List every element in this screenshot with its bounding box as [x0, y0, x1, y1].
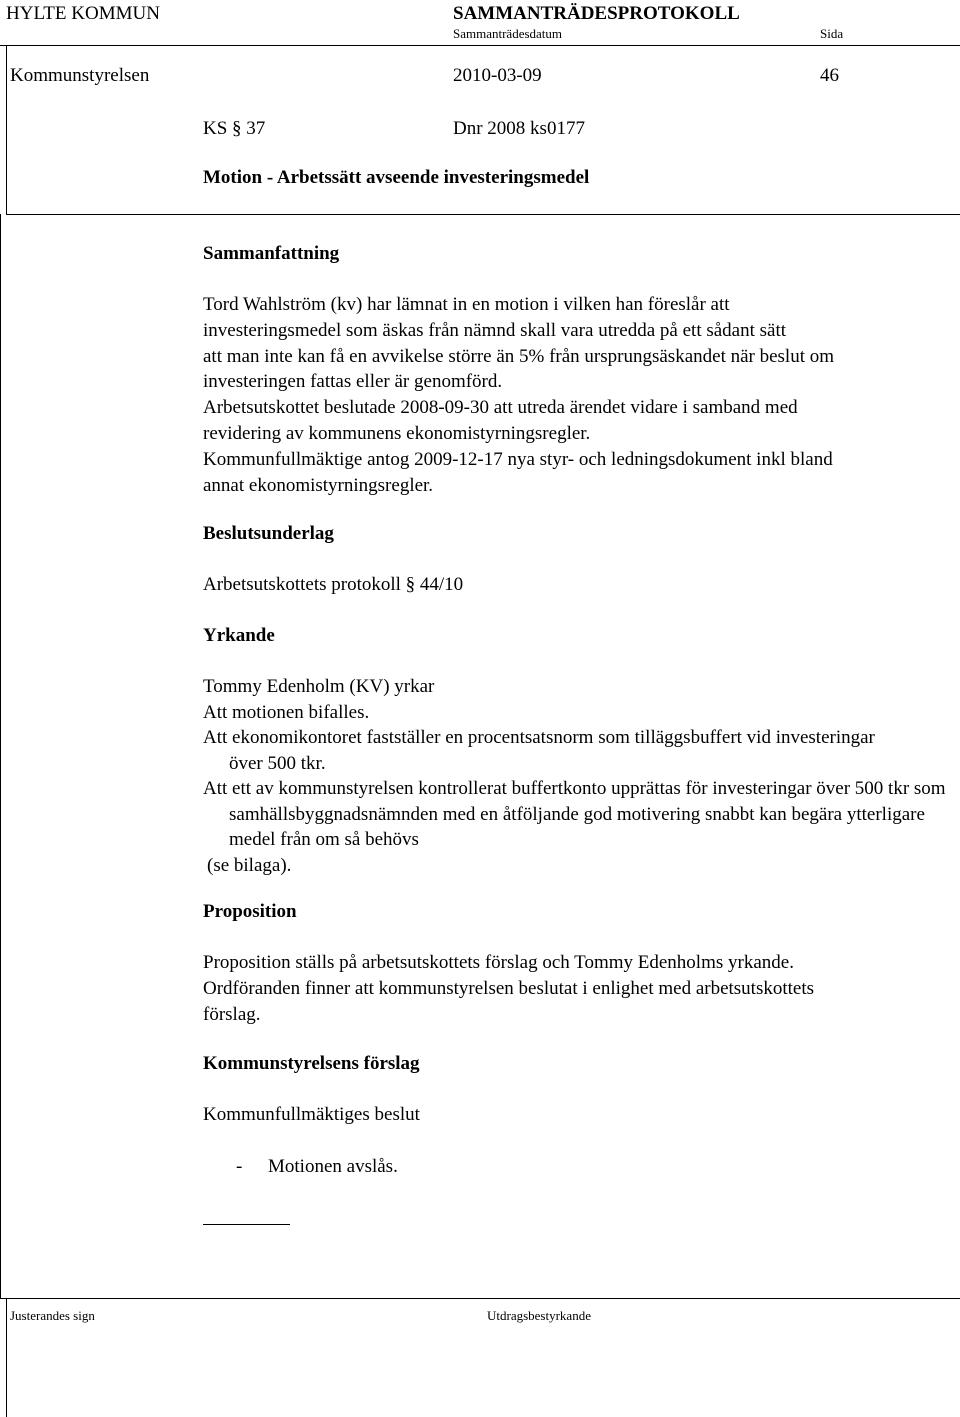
- section-heading-beslutsunderlag: Beslutsunderlag: [203, 523, 334, 544]
- summary-line: Arbetsutskottet beslutade 2008-09-30 att utreda ärendet vidare i samband med: [203, 397, 798, 419]
- frame-left-main: [0, 214, 1, 1299]
- proposition-text: [203, 950, 943, 1027]
- committee-name: Kommunstyrelsen: [10, 65, 150, 86]
- yrkande-note: (se bilaga).: [207, 854, 292, 876]
- summary-line: annat ekonomistyrningsregler.: [203, 474, 434, 496]
- section-heading-yrkande: Yrkande: [203, 625, 275, 646]
- footer-utdragsbestyrkande: Utdragsbestyrkande: [487, 1308, 591, 1323]
- yrkande-text: [203, 674, 946, 878]
- section-heading-forslag: Kommunstyrelsens förslag: [203, 1053, 420, 1074]
- end-rule: [203, 1224, 290, 1225]
- case-number: KS § 37: [203, 118, 266, 139]
- decision-dash: -: [236, 1156, 243, 1177]
- section-heading-sammanfattning: Sammanfattning: [203, 243, 340, 264]
- summary-line: revidering av kommunens ekonomistyrningsregler.: [203, 422, 591, 444]
- frame-left-footer: [6, 1298, 7, 1417]
- section-heading-proposition: Proposition: [203, 901, 297, 922]
- title-rule: [6, 214, 960, 215]
- summary-line: Tord Wahlström (kv) har lämnat in en motion i vilken han föreslår att: [203, 294, 730, 315]
- beslutsunderlag-text: Arbetsutskottets protokoll § 44/10: [203, 574, 464, 595]
- meeting-date: 2010-03-09: [453, 65, 542, 86]
- proposition-line: Proposition ställs på arbetsutskottets förslag och Tommy Edenholms yrkande.: [203, 952, 794, 973]
- footer-rule: [0, 1298, 960, 1299]
- summary-line: investeringen fattas eller är genomförd.: [203, 371, 503, 393]
- proposition-line: Ordföranden finner att kommunstyrelsen beslutat i enlighet med arbetsutskottets: [203, 977, 815, 999]
- forslag-subheading: Kommunfullmäktiges beslut: [203, 1104, 420, 1125]
- yrkande-speaker: Tommy Edenholm (KV) yrkar: [203, 676, 435, 697]
- header-top-rule: [0, 45, 960, 46]
- municipality-name: HYLTE KOMMUN: [6, 3, 160, 24]
- yrkande-item: Att ett av kommunstyrelsen kontrollerat buffertkonto upprättas för investeringar över 500 tkr som samhällsbyggnadsnämnden med en åtföljande god motivering snabbt kan begära ytterligare medel från om så behövs: [203, 778, 946, 850]
- summary-line: Kommunfullmäktige antog 2009-12-17 nya styr- och ledningsdokument inkl bland: [203, 448, 833, 470]
- yrkande-item: Att ekonomikontoret fastställer en procentsatsnorm som tilläggsbuffert vid investeringar över 500 tkr.: [203, 727, 875, 774]
- case-reference: Dnr 2008 ks0177: [453, 118, 585, 139]
- summary-line: att man inte kan få en avvikelse större än 5% från ursprungsäskandet när beslut om: [203, 345, 835, 367]
- page-label: Sida: [820, 26, 844, 41]
- footer-justerandes-sign: Justerandes sign: [10, 1308, 95, 1323]
- frame-left-upper: [6, 45, 7, 215]
- summary-text: [203, 292, 943, 498]
- case-title: Motion - Arbetssätt avseende investeringsmedel: [203, 167, 590, 188]
- document-type: SAMMANTRÄDESPROTOKOLL: [453, 3, 740, 24]
- summary-line: investeringsmedel som äskas från nämnd skall vara utredda på ett sådant sätt: [203, 319, 787, 341]
- date-label: Sammanträdesdatum: [453, 26, 563, 41]
- proposition-line: förslag.: [203, 1003, 261, 1025]
- page-number: 46: [820, 65, 839, 86]
- yrkande-item: Att motionen bifalles.: [203, 701, 370, 723]
- decision-text: Motionen avslås.: [268, 1156, 398, 1177]
